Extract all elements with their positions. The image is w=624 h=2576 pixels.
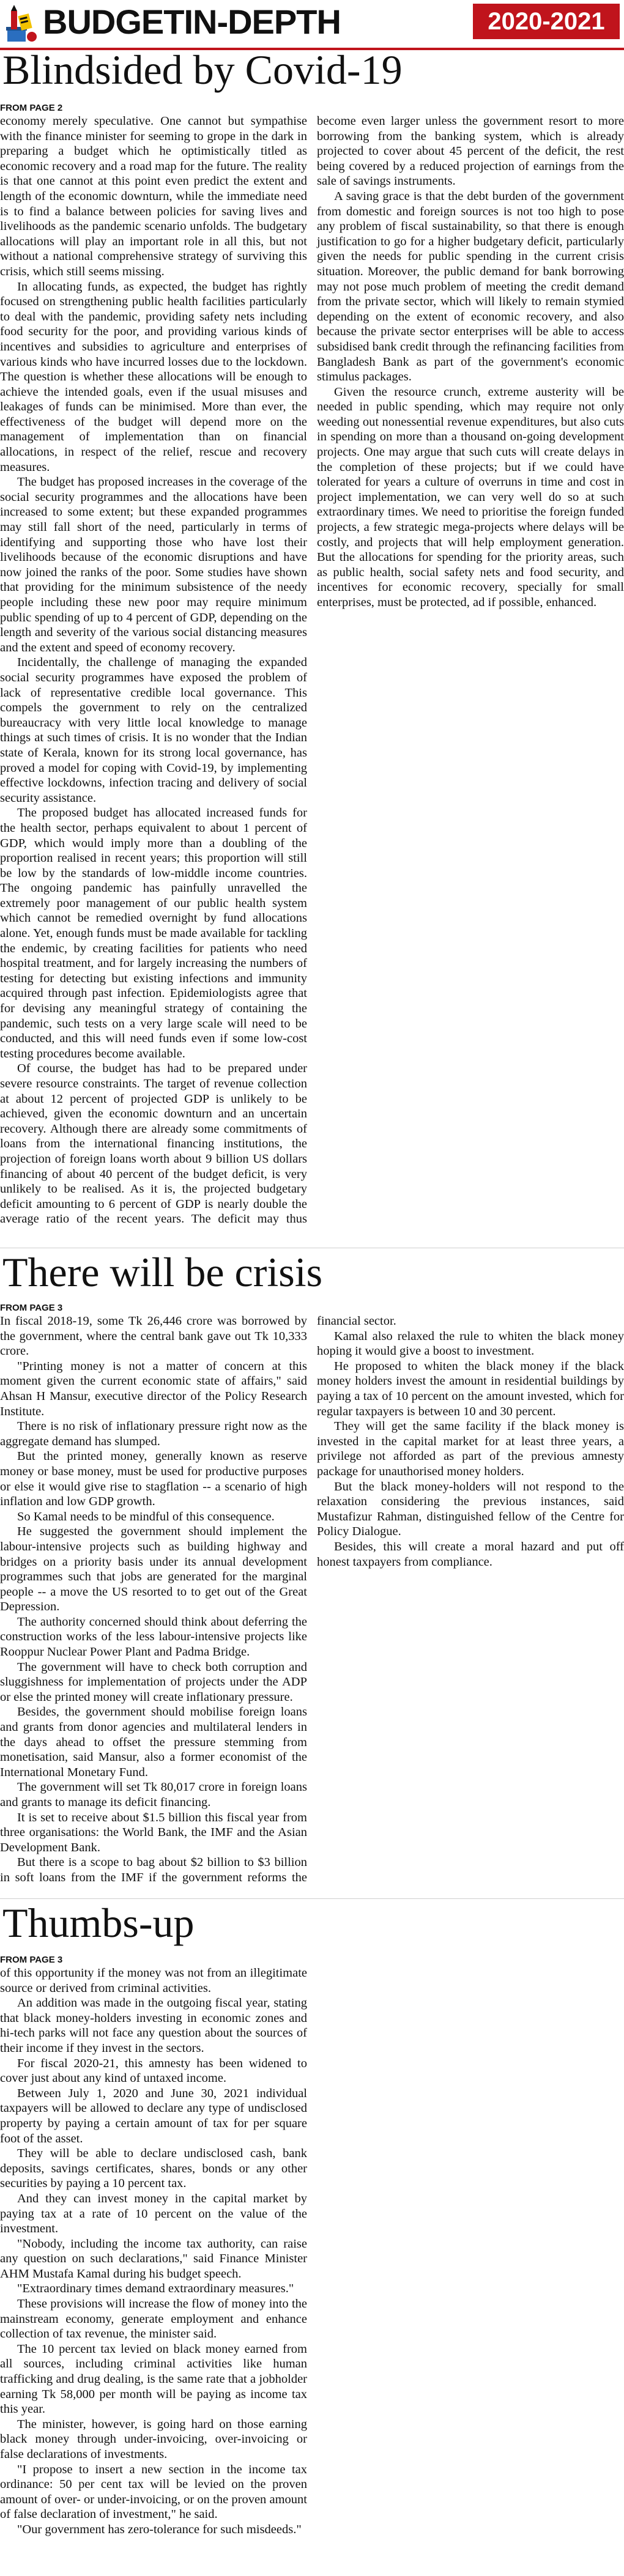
paragraph: of this opportunity if the money was not from an illegitimate source or derived from criminal activities. bbox=[0, 1966, 307, 1995]
paragraph: But the black money-holders will not respond to the relaxation considering the previous instances, said Mustafizur Rahman, distinguished fellow of the Centre for Policy Dialogue. bbox=[317, 1479, 624, 1539]
paragraph: "I propose to insert a new section in the income tax ordinance: 50 per cent tax will be levied on the proven amount of over- or under-invoicing, or on the proven amount of false declaration of investment," he said. bbox=[0, 2462, 307, 2522]
paragraph: And they can invest money in the capital market by paying tax at a rate of 10 percent on the value of the investment. bbox=[0, 2191, 307, 2236]
paragraph: These provisions will increase the flow of money into the mainstream economy, generate employment and enhance collection of tax revenue, the minister said. bbox=[0, 2297, 307, 2341]
paragraph: Of course, the budget has had to be prepared under severe resource constraints. The target of revenue collection at about 12 percent of projected GDP is unlikely to be achieved, given the economic downturn and an uncertain recovery. Although there are already some commitments of loans from the international financing institutions, the projection of foreign loans worth about 9 billion US dollars financing of about 40 percent of the budget deficit, is very unlikely to be realised. As it is, the projected budgetary deficit amounting to 6 percent of GDP is nearly double the average ratio of the recent years. The deficit may thus become even larger unless the government resort to more borrowing from the banking system, which is already projected to cover about 45 percent of the deficit, the rest being covered by a reduced projection of earnings from the sale of savings instruments. bbox=[0, 114, 624, 1226]
paragraph: "Extraordinary times demand extraordinary measures." bbox=[17, 2282, 294, 2296]
paragraph: They will be able to declare undisclosed cash, bank deposits, savings certificates, shares, bonds or any other securities by paying a 10 percent tax. bbox=[0, 2147, 307, 2191]
article-kicker: FROM PAGE 2 bbox=[0, 103, 63, 113]
paragraph: An addition was made in the outgoing fiscal year, stating that black money-holders investing in economic zones and hi-tech parks will not face any question about the sources of their income if they invest in the sectors. bbox=[0, 1996, 307, 2055]
paragraph: So Kamal needs to be mindful of this consequence. bbox=[17, 1509, 275, 1523]
paragraph: In fiscal 2018-19, some Tk 26,446 crore was borrowed by the government, where the central bank gave out Tk 10,333 crore. bbox=[0, 1314, 307, 1358]
section-title: BUDGETIN-DEPTH bbox=[43, 2, 341, 41]
paragraph: The authority concerned should think about deferring the construction works of the less labour-intensive projects like Rooppur Nuclear Power Plant and Padma Bridge. bbox=[0, 1615, 307, 1659]
paragraph: He suggested the government should implement the labour-intensive projects such as building highway and bridges on a priority basis under its annual development programmes such that jobs are generated for the marginal people -- a move the US resorted to to get out of the Great Depression. bbox=[0, 1525, 307, 1614]
article-body bbox=[0, 1966, 624, 2571]
paragraph: Besides, the government should mobilise foreign loans and grants from donor agencies and multilateral lenders in the days ahead to offset the pressure stemming from monetisation, said Mansur, also a former economist of the International Monetary Fund. bbox=[0, 1705, 307, 1779]
fiscal-year-badge: 2020-2021 bbox=[473, 4, 620, 39]
paragraph: They will get the same facility if the black money is invested in the capital market for at least three years, a privilege not afforded as part of the previous amnesty package for unauthorised money holders. bbox=[317, 1419, 624, 1478]
section-divider bbox=[0, 1898, 624, 1899]
paragraph: Besides, this will create a moral hazard and put off honest taxpayers from compliance. bbox=[317, 1539, 624, 1569]
paragraph: The minister, however, is going hard on those earning black money through under-invoicing, over-invoicing or false declarations of investments. bbox=[0, 2417, 307, 2461]
paragraph: The 10 percent tax levied on black money earned from all sources, including criminal activities like human trafficking and drug dealing, is the same rate that a jobholder earning Tk 58,000 per month will be paying as income tax this year. bbox=[0, 2342, 307, 2416]
masthead bbox=[0, 0, 624, 50]
paragraph: For fiscal 2020-21, this amnesty has been widened to cover just about any kind of untaxed income. bbox=[0, 2056, 307, 2086]
paragraph: But there is a scope to bag about $2 billion to $3 billion in soft loans from the IMF if the government reforms the financial sector. bbox=[0, 1314, 396, 1884]
paragraph: Incidentally, the challenge of managing the expanded social security programmes have exposed the problem of lack of representative credible local governance. This compels the government to rely on the centralized bureaucracy with very little local knowledge to manage things at such times of crisis. It is no wonder that the Indian state of Kerala, known for its strong local governance, has proved a model for coping with Covid-19, by implementing effective lockdowns, infection tracing and delivery of social security assistance. bbox=[0, 656, 307, 805]
paragraph: "Our government has zero-tolerance for such misdeeds." bbox=[17, 2522, 302, 2536]
article-kicker: FROM PAGE 3 bbox=[0, 1303, 63, 1313]
newspaper-logo-icon bbox=[2, 2, 40, 44]
paragraph: A saving grace is that the debt burden of the government from domestic and foreign sources is not too high to pose any problem of fiscal sustainability, so that there is enough justification to go for a higher budgetary deficit, particularly given the needs for public spending in the current crisis situation. Moreover, the public demand for bank borrowing may not pose much problem of meeting the credit demand from the private sector, which will likely to remain stymied depending on the extent of economic recovery, and also because the private sector enterprises will be able to access subsidised bank credit through the refinancing facilities from Bangladesh Bank as part of the government's economic stimulus packages. bbox=[317, 189, 624, 384]
article-body bbox=[0, 114, 624, 1239]
article-kicker: FROM PAGE 3 bbox=[0, 1955, 63, 1965]
article-headline: Blindsided by Covid-19 bbox=[2, 46, 403, 93]
paragraph: "Nobody, including the income tax authority, can raise any question on such declarations," said Finance Minister AHM Mustafa Kamal during his budget speech. bbox=[0, 2237, 307, 2281]
paragraph: The budget has proposed increases in the coverage of the social security programmes and the allocations have been increased to some extent; but these expanded programmes may still fall short of the need, particularly in terms of identifying and supporting those who have lost their livelihoods because of the economic disruptions and have now joined the ranks of the poor. Some studies have shown that providing for the minimum subsistence of the needy people including these new poor may require minimum public spending of up to 4 percent of GDP, depending on the length and severity of the various social distancing measures and the extent and speed of economy recovery. bbox=[0, 475, 307, 654]
paragraph: The government will set Tk 80,017 crore in foreign loans and grants to manage its deficit financing. bbox=[0, 1780, 307, 1809]
paragraph: Given the resource crunch, extreme austerity will be needed in public spending, which may require not only weeding out nonessential revenue expenditures, but also cuts in spending on more than a thousand on-going development projects. One may argue that such cuts will create delays in the completion of these projects; but if we could have tolerated for years a culture of overruns in time and cost in project implementation, we can very well do so at such extraordinary times. We need to prioritise the foreign funded projects, a few strategic mega-projects where delays will be costly, and projects that will help employment generation. But the allocations for spending for the priority areas, such as public health, social safety nets and food security, and incentives for economic recovery, specially for small enterprises, must be protected, ad if possible, enhanced. bbox=[317, 385, 624, 609]
article-headline: There will be crisis bbox=[2, 1249, 323, 1295]
paragraph: In allocating funds, as expected, the budget has rightly focused on strengthening public health facilities particularly to deal with the pandemic, providing safety nets including food security for the poor, and providing various kinds of incentives and subsidies to agriculture and enterprises of various kinds who have incurred losses due to the lockdown. The question is whether these allocations will be enough to achieve the intended goals, even if the usual misuses and leakages of funds can be minimised. More than ever, the effectiveness of the budget will depend more on the management of implementation than on financial allocations, in respect of the relief, rescue and recovery measures. bbox=[0, 279, 307, 474]
paragraph: He proposed to whiten the black money if the black money holders invest the amount in residential buildings by paying a tax of 10 percent on the amount invested, which for regular taxpayers is between 10 and 30 percent. bbox=[317, 1359, 624, 1418]
paragraph: But the printed money, generally known as reserve money or base money, must be used for productive purposes or else it would give rise to stagflation -- a scenario of high inflation and low GDP growth. bbox=[0, 1449, 307, 1509]
paragraph: It is set to receive about $1.5 billion this fiscal year from three organisations: the World Bank, the IMF and the Asian Development Bank. bbox=[0, 1810, 307, 1854]
paragraph: There is no risk of inflationary pressure right now as the aggregate demand has slumped. bbox=[0, 1419, 307, 1448]
paragraph: The government will have to check both corruption and sluggishness for implementation of projects under the ADP or else the printed money will create inflationary pressure. bbox=[0, 1660, 307, 1704]
paragraph: "Printing money is not a matter of concern at this moment given the current economic state of affairs," said Ahsan H Mansur, executive director of the Policy Research Institute. bbox=[0, 1359, 307, 1418]
paragraph: economy merely speculative. One cannot but sympathise with the finance minister for seeming to grope in the dark in preparing a budget which he optimistically titled as economic recovery and a road map for the future. The reality is that one cannot at this point even predict the extent and length of the economic downturn, while the immediate need is to find a balance between policies for saving lives and livelihoods as the pandemic scenario unfolds. The budgetary allocations will play an important role in all this, but not without a national comprehensive strategy of surviving this crisis, which still seems missing. bbox=[0, 114, 307, 278]
article-body bbox=[0, 1314, 624, 1889]
paragraph: Kamal also relaxed the rule to whiten the black money hoping it would give a boost to investment. bbox=[317, 1329, 624, 1358]
article-headline: Thumbs-up bbox=[2, 1900, 195, 1946]
paragraph: Between July 1, 2020 and June 30, 2021 individual taxpayers will be allowed to declare any type of undisclosed property by paying a certain amount of tax for per square foot of the asset. bbox=[0, 2086, 307, 2145]
paragraph: The proposed budget has allocated increased funds for the health sector, perhaps equivalent to about 1 percent of GDP, which would imply more than a doubling of the proportion realised in recent years; this proportion will still be low by the standards of low-middle income countries. The ongoing pandemic has painfully unravelled the extremely poor management of our public health system which cannot be remedied overnight by fund allocations alone. Yet, enough funds must be made available for tackling the endemic, by creating facilities for patients who need hospital treatment, and for largely increasing the numbers of testing for detecting but existing infections and immunity acquired through past infection. Epidemiologists agree that for devising any meaningful strategy of containing the pandemic, such tests on a very large scale will need to be conducted, and this will need funds even if some low-cost testing procedures become available. bbox=[0, 806, 307, 1060]
